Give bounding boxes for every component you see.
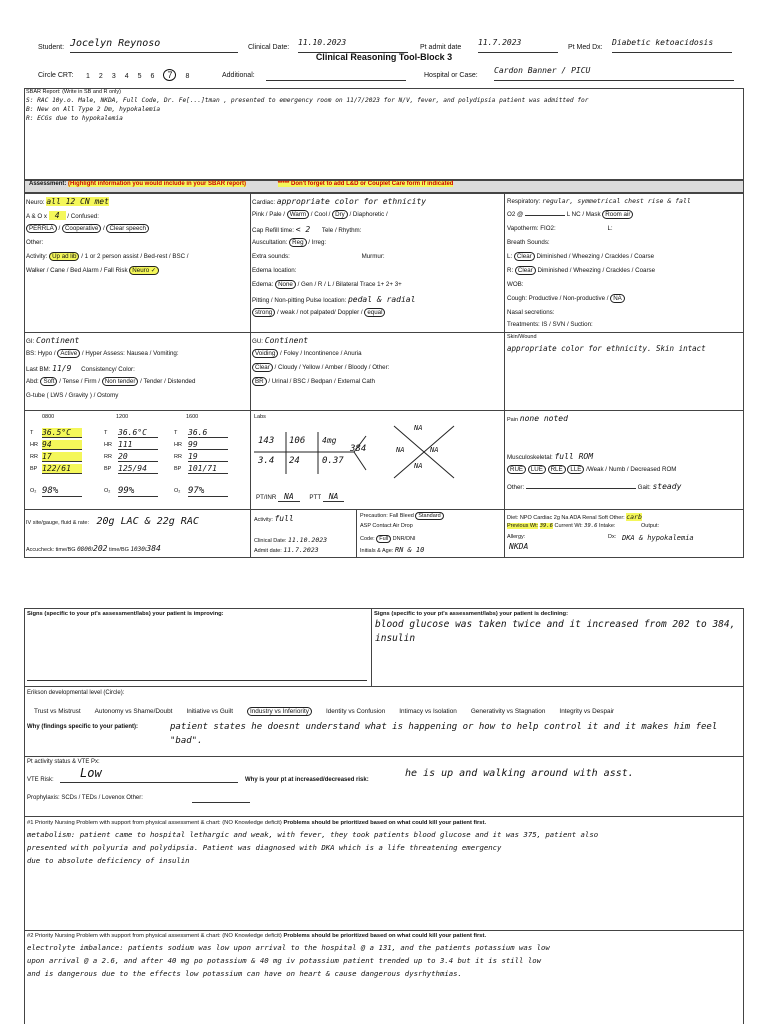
erikson-stage[interactable]: Autonomy vs Shame/Doubt xyxy=(94,708,173,715)
msk-value[interactable]: full ROM xyxy=(554,452,594,461)
activity2-label: Activity: xyxy=(254,517,273,523)
accucheck-time-2[interactable]: 1030 xyxy=(130,546,145,553)
crt-option-3[interactable]: 3 xyxy=(111,73,116,80)
code-row xyxy=(360,536,416,542)
assessment-note-ld: ***** Don't forget to add L&D or Couplet Care form if indicated xyxy=(277,181,454,187)
abd-options: / Tender / Distended xyxy=(140,378,196,385)
equal-option[interactable]: equal xyxy=(364,308,385,317)
crt-option-7[interactable]: 7 xyxy=(163,69,176,81)
vitals-value-t[interactable]: 36.6°C xyxy=(118,428,158,438)
gi-row xyxy=(26,336,79,345)
tense-options: / Tense / Firm / xyxy=(59,378,101,385)
labs-fishbone xyxy=(254,418,494,488)
right-lung-row xyxy=(507,267,655,274)
perrla-row: PERRLA / Cooperative / Clear speech xyxy=(26,225,149,232)
left-lung-label: L: xyxy=(507,253,513,260)
pitting-label: Pitting / Non-pitting Pulse location: xyxy=(252,297,347,304)
erikson-stage[interactable]: Integrity vs Despair xyxy=(559,708,615,715)
vapotherm-label: Vapotherm: FIO2: xyxy=(507,225,556,232)
erikson-stage[interactable]: Identity vs Confusion xyxy=(325,708,386,715)
aox-label: A & O x xyxy=(26,213,47,220)
lab-x-top: NA xyxy=(414,424,423,432)
non-tender-option[interactable]: Non tender xyxy=(102,377,139,386)
diet-row xyxy=(507,513,642,521)
neuro-check-option[interactable]: Neuro ✓ xyxy=(129,266,159,275)
bowel-sounds-row xyxy=(26,350,179,357)
diet-options: Diet: NPO Cardiac 2g Na ADA Renal Soft Other: xyxy=(507,515,625,521)
output-label: Output: xyxy=(640,523,660,529)
sbar-line: B: New on All Type 2 Dm, hypokalemia xyxy=(26,106,161,113)
sbar-line: R: ECGs due to hypokalemia xyxy=(26,115,123,122)
crt-option-4[interactable]: 4 xyxy=(124,73,129,80)
erikson-stage[interactable]: Industry vs Inferiority xyxy=(247,707,312,716)
rue-option[interactable]: RUE xyxy=(507,465,526,474)
nasal-label: Nasal secretions: xyxy=(507,309,555,316)
clinical-date-field[interactable]: 11.10.2023 xyxy=(298,38,408,53)
assessment-note-highlight: (Highlight information you would include in your SBAR report) xyxy=(68,181,247,187)
activity2-clinical-row xyxy=(254,536,327,544)
erikson-why-value[interactable]: patient states he doesnt understand what is happening or how to help control it and it makes him feel "bad". xyxy=(170,722,718,746)
tele-label: Tele / Rhythm: xyxy=(321,227,362,234)
erikson-stage[interactable]: Intimacy vs Isolation xyxy=(399,708,457,715)
crt-option-2[interactable]: 2 xyxy=(98,73,103,80)
weight-row xyxy=(507,523,659,529)
code-label: Code: xyxy=(360,536,375,542)
full-code-option[interactable]: Full xyxy=(376,535,391,543)
admit-date-label: Pt admit date xyxy=(420,44,462,51)
msk-other-label: Other: xyxy=(507,484,525,491)
activity2-clin-label: Clinical Date: xyxy=(254,538,287,544)
right-clear-option[interactable]: Clear xyxy=(515,266,536,275)
voiding-options: / Foley / Incontinence / Anuria xyxy=(280,350,362,357)
gu-row xyxy=(252,336,308,345)
pain-label: Pain xyxy=(507,417,519,423)
voiding-option[interactable]: Voiding xyxy=(252,349,278,358)
cardiac-label: Cardiac: xyxy=(252,199,276,206)
left-lung-row xyxy=(507,253,654,260)
vitals-label-t: T xyxy=(174,430,178,436)
dx-label: Dx: xyxy=(608,534,617,540)
neuro-value[interactable]: all 12 CN met xyxy=(46,197,109,206)
vitals-label-o2: O₂ xyxy=(174,488,181,494)
o2-row xyxy=(507,211,633,218)
vte-label: Pt activity status & VTE Px: xyxy=(27,759,100,765)
vte-risk-label: VTE Risk: xyxy=(27,777,54,783)
curr-weight-label: Current Wt: xyxy=(554,523,583,529)
br-options: / Urinal / BSC / Bedpan / External Cath xyxy=(268,378,375,385)
crt-option-6[interactable]: 6 xyxy=(150,73,155,80)
edema-location: Edema location: xyxy=(252,267,297,274)
aox-value[interactable]: 4 xyxy=(49,211,66,220)
cap-refill-value[interactable]: < 2 xyxy=(295,225,311,234)
reg-option[interactable]: Reg xyxy=(289,238,306,247)
problem1-line: metabolism: patient came to hospital lethargic and weak, with fever, they took patients blood glucose and it was 375, patient also xyxy=(27,830,599,839)
skin-options: Pink / Pale / xyxy=(252,211,286,218)
iv-row xyxy=(26,516,199,527)
problem2-line: upon arrival @ a 2.6, and after 40 mg po potassium & 40 mg iv potassium patient trended up to 3.4 but it is still low xyxy=(27,956,541,965)
precaution-options: Precaution: Fall Bleed xyxy=(360,513,414,519)
accucheck-label: Accucheck: time/BG xyxy=(26,547,76,553)
vitals-value-hr[interactable]: 99 xyxy=(188,440,228,450)
erikson-stages[interactable] xyxy=(34,708,628,715)
crt-option-5[interactable]: 5 xyxy=(137,73,142,80)
hospital-field[interactable]: Cardon Banner / PICU xyxy=(494,66,734,81)
dry-option[interactable]: Dry xyxy=(332,210,348,219)
resp-label: Respiratory: xyxy=(507,198,541,205)
sbar-text[interactable] xyxy=(26,96,741,123)
accucheck-bg-2[interactable]: 384 xyxy=(146,544,161,553)
improving-label: Signs (specific to your pt's assessment/labs) your patient is improving: xyxy=(27,611,224,617)
initials-label: Initials & Age: xyxy=(360,548,394,554)
bs-options: / Hyper Assess: Nausea / Vomiting: xyxy=(81,350,179,357)
active-option[interactable]: Active xyxy=(57,349,80,358)
abd-label: Abd: xyxy=(26,378,39,385)
iv-label: IV site/gauge, fluid & rate: xyxy=(26,520,89,526)
med-dx-field[interactable]: Diabetic ketoacidosis xyxy=(612,38,732,53)
activity2-admit-row xyxy=(254,546,319,554)
msk-other-row xyxy=(507,482,681,491)
erikson-stage[interactable]: Initiative vs Guilt xyxy=(186,708,233,715)
pain-row xyxy=(507,414,568,423)
precaution-row-2: ASP Contact Air Drop xyxy=(360,523,413,529)
edema-row xyxy=(252,281,402,288)
vitals-value-hr[interactable]: 94 xyxy=(42,440,82,450)
labs-label: Labs xyxy=(254,414,266,420)
ptt-label: PTT xyxy=(309,494,321,501)
additional-label: Additional: xyxy=(222,72,255,79)
strong-option[interactable]: strong xyxy=(252,308,275,317)
crt-option-8[interactable]: 8 xyxy=(185,73,190,80)
resp-row xyxy=(507,197,691,205)
vitals-label-o2: O₂ xyxy=(30,488,37,494)
vitals-time: 0800 xyxy=(42,414,55,420)
skin-color-row xyxy=(252,211,388,218)
abdomen-row xyxy=(26,378,195,385)
cap-refill-row xyxy=(252,225,361,234)
erikson-why-label: Why (findings specific to your patient): xyxy=(27,724,138,730)
vitals-label-hr: HR xyxy=(30,442,38,448)
up-ad-lib-option[interactable]: Up ad lib xyxy=(49,252,79,261)
msk-label: Musculoskeletal: xyxy=(507,454,553,461)
o2-options: L NC / Mask xyxy=(566,211,601,218)
gtube-label: G-tube ( LWS / Gravity ) / Ostomy xyxy=(26,392,119,399)
dnr-option: DNR/DNI xyxy=(392,536,416,542)
urine-row xyxy=(252,364,389,371)
accucheck-label-2: time/BG xyxy=(109,547,129,553)
vitals-value-rr[interactable]: 17 xyxy=(42,452,82,462)
diet-other-value[interactable]: carb xyxy=(626,513,642,521)
cough-options: Cough: Productive / Non-productive / xyxy=(507,295,609,302)
problem1-label-b: Problems should be prioritized based on what could kill your patient first. xyxy=(283,820,487,826)
vitals-label-o2: O₂ xyxy=(104,488,111,494)
cool-option: / Cool / xyxy=(310,211,331,218)
vitals-value-bp[interactable]: 125/94 xyxy=(118,464,158,474)
problem2-text[interactable] xyxy=(27,941,739,980)
prophylaxis-other-field[interactable] xyxy=(192,802,250,803)
warm-option[interactable]: Warm xyxy=(287,210,309,219)
pulse-options: / weak / not palpated/ Doppler / xyxy=(276,309,363,316)
sbar-label: SBAR Report: (Write in SB and R only) xyxy=(26,89,121,95)
last-bm-row xyxy=(26,364,135,373)
problem1-line: due to absolute deficiency of insulin xyxy=(27,856,190,865)
lab-x-right: NA xyxy=(430,446,439,454)
vitals-value-bp[interactable]: 122/61 xyxy=(42,464,82,474)
problem2-label-b: Problems should be prioritized based on what could kill your patient first. xyxy=(283,933,487,939)
bs-label: BS: Hypo / xyxy=(26,350,56,357)
initials-value[interactable]: RN & 10 xyxy=(394,546,425,554)
lab-chloride: 106 xyxy=(289,436,306,446)
aox-row xyxy=(26,211,99,220)
cooperative-option[interactable]: Cooperative xyxy=(62,224,101,233)
left-sound-options: Diminished / Wheezing / Crackles / Coarse xyxy=(536,253,655,260)
form-title: Clinical Reasoning Tool-Block 3 xyxy=(315,52,453,62)
accucheck-bg-1[interactable]: 202 xyxy=(93,544,108,553)
auscultation-label: Auscultation: xyxy=(252,239,288,246)
cardiac-value[interactable]: appropriate color for ethnicity xyxy=(276,197,427,206)
problem2-line: electrolyte imbalance: patients sodium was low upon arrival to the hospital @ a 131, and the patients potassium was low xyxy=(27,943,550,952)
limb-options: /Weak / Numb / Decreased ROM xyxy=(586,466,677,473)
consistency-label: Consistency/ Color: xyxy=(81,366,135,373)
activity2-admit-label: Admit date: xyxy=(254,548,282,554)
lue-option[interactable]: LUE xyxy=(528,465,546,474)
right-lung-label: R: xyxy=(507,267,514,274)
problem1-label-a: #1 Priority Nursing Problem with support from physical assessment & chart: (NO Knowledge deficit) xyxy=(27,820,282,826)
problem2-label xyxy=(27,933,486,939)
vitals-label-bp: BP xyxy=(30,466,38,472)
activity-row xyxy=(26,253,189,260)
vitals-label-rr: RR xyxy=(30,454,38,460)
br-row xyxy=(252,378,375,385)
cardiac-row xyxy=(252,197,426,206)
lab-creatinine: 0.37 xyxy=(322,456,344,466)
vitals-value-o2[interactable]: 99% xyxy=(118,486,158,497)
soft-option[interactable]: Soft xyxy=(40,377,57,386)
dx-value[interactable]: DKA & hypokalemia xyxy=(622,534,694,542)
o2-label: O2 @ xyxy=(507,211,524,218)
diaphoretic-option: / Diaphoretic / xyxy=(349,211,388,218)
precaution-row xyxy=(360,513,444,519)
voiding-row xyxy=(252,350,362,357)
crt-options[interactable] xyxy=(86,70,198,80)
problem1-text[interactable] xyxy=(27,828,739,867)
curr-weight-value[interactable]: 39.6 xyxy=(584,523,598,529)
gu-value[interactable]: Continent xyxy=(264,336,309,345)
extra-sounds-label: Extra sounds: xyxy=(252,253,290,260)
activity-options: / 1 or 2 person assist / Bed-rest / BSC / xyxy=(81,253,189,260)
cough-row xyxy=(507,295,625,302)
vitals-value-rr[interactable]: 20 xyxy=(118,452,158,462)
last-bm-label: Last BM: xyxy=(26,366,51,373)
limbs-row xyxy=(507,466,676,473)
resp-value[interactable]: regular, symmetrical chest rise & fall xyxy=(542,197,691,205)
prophylaxis-label: Prophylaxis: SCDs / TEDs / Lovenox Other: xyxy=(27,795,143,801)
additional-field[interactable] xyxy=(266,80,406,81)
standard-option[interactable]: Standard xyxy=(415,512,443,520)
vitals-value-hr[interactable]: 111 xyxy=(118,440,158,450)
vitals-label-hr: HR xyxy=(104,442,112,448)
wob-label: WOB: xyxy=(507,281,524,288)
vapotherm-l-label: L: xyxy=(607,225,613,232)
neuro-other: Other: xyxy=(26,239,44,246)
gi-value[interactable]: Continent xyxy=(36,336,80,345)
lab-sodium: 143 xyxy=(258,436,275,446)
intake-label: Intake: xyxy=(598,523,616,529)
crt-option-1[interactable]: 1 xyxy=(86,73,90,80)
msk-row xyxy=(507,452,593,461)
ptinr-value[interactable]: NA xyxy=(278,492,300,502)
breath-sounds-label: Breath Sounds: xyxy=(507,239,550,246)
vitals-value-t[interactable]: 36.5°C xyxy=(42,428,82,438)
last-bm-value[interactable]: 11/9 xyxy=(52,364,72,373)
vitals-label-rr: RR xyxy=(174,454,182,460)
vitals-value-o2[interactable]: 98% xyxy=(42,486,82,497)
vitals-value-t[interactable]: 36.6 xyxy=(188,428,228,438)
assessment-bar xyxy=(24,180,744,193)
pulse-location-value[interactable]: pedal & radial xyxy=(347,295,416,304)
erikson-label: Erikson developmental level (Circle): xyxy=(27,690,125,696)
neuro-row xyxy=(26,197,109,206)
activity2-admit-value[interactable]: 11.7.2023 xyxy=(283,546,319,554)
gait-value[interactable]: steady xyxy=(652,482,682,491)
activity2-clin-value[interactable]: 11.10.2023 xyxy=(287,536,328,544)
lle-option[interactable]: LLE xyxy=(567,465,584,474)
allergy-label: Allergy: xyxy=(507,534,526,540)
pulse-row xyxy=(252,295,415,304)
urine-options: / Cloudy / Yellow / Amber / Bloody / Other: xyxy=(274,364,390,371)
auscultation-row xyxy=(252,239,326,246)
vitals-label-t: T xyxy=(104,430,108,436)
vitals-label-t: T xyxy=(30,430,34,436)
edema-label: Edema: xyxy=(252,281,274,288)
vitals-label-bp: BP xyxy=(104,466,112,472)
left-clear-option[interactable]: Clear xyxy=(514,252,535,261)
problem1-line: presented with polyuria and polydipsia. Patient was diagnosed with DKA which is a life threatening emergency xyxy=(27,843,502,852)
confused-label: / Confused: xyxy=(67,213,99,220)
treatments-label: Treatments: IS / SVN / Suction: xyxy=(507,321,593,328)
admit-date-field[interactable]: 11.7.2023 xyxy=(478,38,558,53)
ptinr-label: PT/INR xyxy=(256,494,277,501)
vte-why-label: Why is your pt at increased/decreased risk: xyxy=(245,777,369,783)
lab-potassium: 3.4 xyxy=(258,456,275,466)
erikson-stage[interactable]: Generativity vs Stagnation xyxy=(470,708,546,715)
cough-na-option[interactable]: NA xyxy=(610,294,625,303)
skin-label: Skin/Wound xyxy=(507,334,537,340)
skin-value[interactable]: appropriate color for ethnicity. Skin intact xyxy=(507,344,706,353)
activity2-row xyxy=(254,514,294,523)
iv-value[interactable]: 20g LAC & 22g RAC xyxy=(96,516,199,527)
lab-co2: 24 xyxy=(289,456,300,466)
neuro-label: Neuro: xyxy=(26,199,45,206)
vapotherm-row xyxy=(507,225,613,232)
circle-crt-label: Circle CRT: xyxy=(38,72,74,79)
gu-label: GU: xyxy=(252,338,264,345)
lab-glucose: 384 xyxy=(350,444,367,454)
activity-label: Activity: xyxy=(26,253,48,260)
vitals-value-o2[interactable]: 97% xyxy=(188,486,228,497)
pain-value[interactable]: none noted xyxy=(519,414,568,423)
improving-field[interactable] xyxy=(27,680,367,681)
edema-options: / Gen / R / L / Bilateral Trace 1+ 2+ 3+ xyxy=(297,281,402,288)
vitals-value-bp[interactable]: 101/71 xyxy=(188,464,228,474)
murmur-label: Murmur: xyxy=(361,253,385,260)
right-sound-options: Diminished / Wheezing / Crackles / Coarse xyxy=(537,267,656,274)
vte-why-value[interactable]: he is up and walking around with asst. xyxy=(405,768,634,779)
vte-risk-value[interactable]: Low xyxy=(60,766,238,783)
activity2-value[interactable]: full xyxy=(274,514,294,523)
cap-refill-label: Cap Refill time: xyxy=(252,227,294,234)
br-option[interactable]: BR xyxy=(252,377,267,386)
vitals-value-rr[interactable]: 19 xyxy=(188,452,228,462)
initials-row xyxy=(360,546,424,554)
vitals-label-rr: RR xyxy=(104,454,112,460)
vitals-label-hr: HR xyxy=(174,442,182,448)
vitals-label-bp: BP xyxy=(174,466,182,472)
student-field[interactable]: Jocelyn Reynoso xyxy=(70,38,238,53)
gi-label: GI: xyxy=(26,338,35,345)
gait-label: Gait: xyxy=(637,484,651,491)
prev-weight-label: Previous Wt: xyxy=(507,523,539,529)
erikson-stage[interactable]: Trust vs Mistrust xyxy=(34,708,81,715)
declining-label: Signs (specific to your pt's assessment/labs) your patient is declining: xyxy=(374,611,569,617)
lab-x-left: NA xyxy=(396,446,405,454)
vitals-time: 1600 xyxy=(186,414,199,420)
problem2-label-a: #2 Priority Nursing Problem with support from physical assessment & chart: (NO Knowledge deficit) xyxy=(27,933,282,939)
lab-bun: 4mg xyxy=(322,436,337,445)
prev-weight-value[interactable]: 39.6 xyxy=(539,523,553,529)
vitals-time: 1200 xyxy=(116,414,129,420)
accucheck-time-1[interactable]: 0800 xyxy=(77,546,92,553)
problem1-label xyxy=(27,820,486,826)
lab-x-bottom: NA xyxy=(414,462,423,470)
problem2-line: and is dangerous due to the effects low potassium can have on heart & cause dangerous dysrhythmias. xyxy=(27,969,462,978)
perrla-option[interactable]: PERRLA xyxy=(26,224,57,233)
coag-row xyxy=(256,492,344,501)
sbar-line: S: RAC 10y.o. Male, NKDA, Full Code, Dr. Fe[...]tman , presented to emergency room on 11/7/2023 for N/V, fever, and polydipsia patient was admitted for xyxy=(26,97,589,104)
ptt-value[interactable]: NA xyxy=(323,492,345,502)
rle-option[interactable]: RLE xyxy=(548,465,566,474)
walker-row xyxy=(26,267,159,274)
vitals-grid xyxy=(26,414,248,508)
urine-clear-option[interactable]: Clear xyxy=(252,363,273,372)
edema-none-option[interactable]: None xyxy=(275,280,296,289)
med-dx-label: Pt Med Dx: xyxy=(568,44,603,51)
extra-sounds-row xyxy=(252,253,385,260)
clear-speech-option[interactable]: Clear speech xyxy=(106,224,148,233)
pulse-strength-row xyxy=(252,309,385,316)
clinical-date-label: Clinical Date: xyxy=(248,44,290,51)
room-air-option[interactable]: Room air xyxy=(602,210,633,219)
student-label: Student: xyxy=(38,44,65,51)
allergy-value[interactable]: NKDA xyxy=(509,542,529,551)
declining-value[interactable]: blood glucose was taken twice and it increased from 202 to 384, insulin xyxy=(375,619,736,644)
hospital-label: Hospital or Case: xyxy=(424,72,478,79)
accucheck-row: Accucheck: time/BG 0800/202 time/BG 1030/384 xyxy=(26,544,161,553)
irreg-option: / Irreg: xyxy=(308,239,327,246)
assessment-label: Assessment: xyxy=(29,181,67,187)
walker-options: Walker / Cane / Bed Alarm / Fall Risk xyxy=(26,267,128,274)
